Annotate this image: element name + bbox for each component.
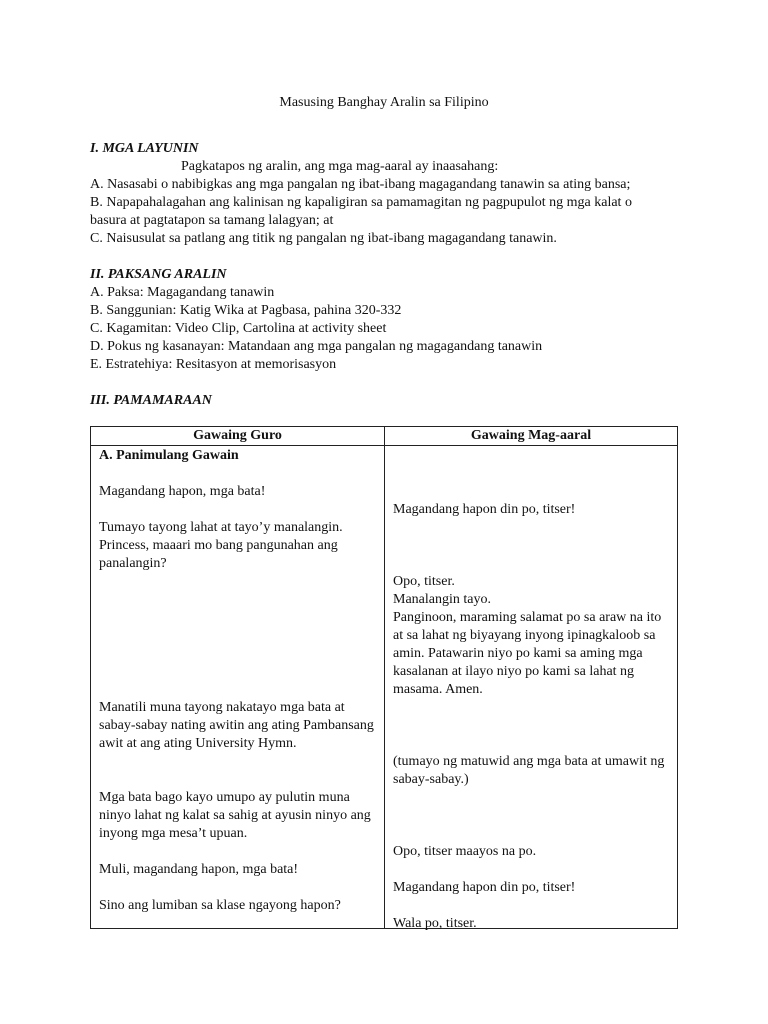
layunin-item-a: A. Nasasabi o nabibigkas ang mga pangalan ng ibat-ibang magagandang tanawin sa ating bansa; — [90, 177, 631, 192]
mag-aaral-line: (tumayo ng matuwid ang mga bata at umawit ng sabay-sabay.) — [393, 754, 665, 787]
guro-line: Sino ang lumiban sa klase ngayong hapon? — [99, 898, 341, 913]
mag-aaral-line: Wala po, titser. — [393, 916, 477, 931]
guro-line: Manatili muna tayong nakatayo mga bata at sabay-sabay nating awitin ang ating Pambansang awit at ang ating University Hymn. — [99, 700, 374, 751]
mag-aaral-line: Magandang hapon din po, titser! — [393, 502, 576, 517]
guro-line: Magandang hapon, mga bata! — [99, 484, 266, 499]
section-heading-layunin: I. MGA LAYUNIN — [90, 141, 199, 156]
guro-line: Muli, magandang hapon, mga bata! — [99, 862, 299, 877]
mag-aaral-cell — [385, 446, 678, 929]
layunin-item-b-line2: basura at pagtatapon sa tamang lalagyan; at — [90, 213, 334, 228]
guro-cell — [91, 446, 385, 929]
paksang-aralin-item: C. Kagamitan: Video Clip, Cartolina at activity sheet — [90, 321, 387, 336]
lesson-table — [90, 426, 678, 929]
paksang-aralin-item: E. Estratehiya: Resitasyon at memorisasyon — [90, 357, 337, 372]
paksang-aralin-item: B. Sanggunian: Katig Wika at Pagbasa, pahina 320-332 — [90, 303, 402, 318]
paksang-aralin-item: D. Pokus ng kasanayan: Matandaan ang mga pangalan ng magagandang tanawin — [90, 339, 543, 354]
guro-line: Tumayo tayong lahat at tayo’y manalangin. Princess, maaari mo bang pangunahan ang panalangin? — [99, 520, 343, 571]
section-heading-paksang-aralin: II. PAKSANG ARALIN — [90, 267, 227, 282]
mag-aaral-line: Manalangin tayo. — [393, 592, 491, 607]
mag-aaral-line: Magandang hapon din po, titser! — [393, 880, 576, 895]
guro-line: Mga bata bago kayo umupo ay pulutin muna ninyo lahat ng kalat sa sahig at ayusin ninyo ang inyong mga mesa’t upuan. — [99, 790, 371, 841]
layunin-item-b-line1: B. Napapahalagahan ang kalinisan ng kapaligiran sa pamamagitan ng pagpupulot ng mga kalat o — [90, 195, 632, 210]
column-header-guro: Gawaing Guro — [91, 427, 385, 446]
mag-aaral-line: Opo, titser maayos na po. — [393, 844, 537, 859]
mag-aaral-line: Opo, titser. — [393, 574, 455, 589]
layunin-item-c: C. Naisusulat sa patlang ang titik ng pangalan ng ibat-ibang magagandang tanawin. — [90, 231, 557, 246]
layunin-intro: Pagkatapos ng aralin, ang mga mag-aaral ay inaasahang: — [181, 159, 499, 174]
section-heading-pamamaraan: III. PAMAMARAAN — [90, 393, 212, 408]
mag-aaral-line: Panginoon, maraming salamat po sa araw na ito at sa lahat ng biyayang inyong ipinagkaloob sa amin. Patawarin niyo po kami sa aming mga kasalanan at ilayo niyo po kami sa lahat ng masama. Amen. — [393, 610, 662, 697]
paksang-aralin-item: A. Paksa: Magagandang tanawin — [90, 285, 275, 300]
subsection-heading: A. Panimulang Gawain — [99, 448, 239, 463]
table-row — [91, 446, 678, 929]
document-title: Masusing Banghay Aralin sa Filipino — [279, 95, 489, 110]
table-header-row — [91, 427, 678, 446]
column-header-mag-aaral: Gawaing Mag-aaral — [385, 427, 678, 446]
